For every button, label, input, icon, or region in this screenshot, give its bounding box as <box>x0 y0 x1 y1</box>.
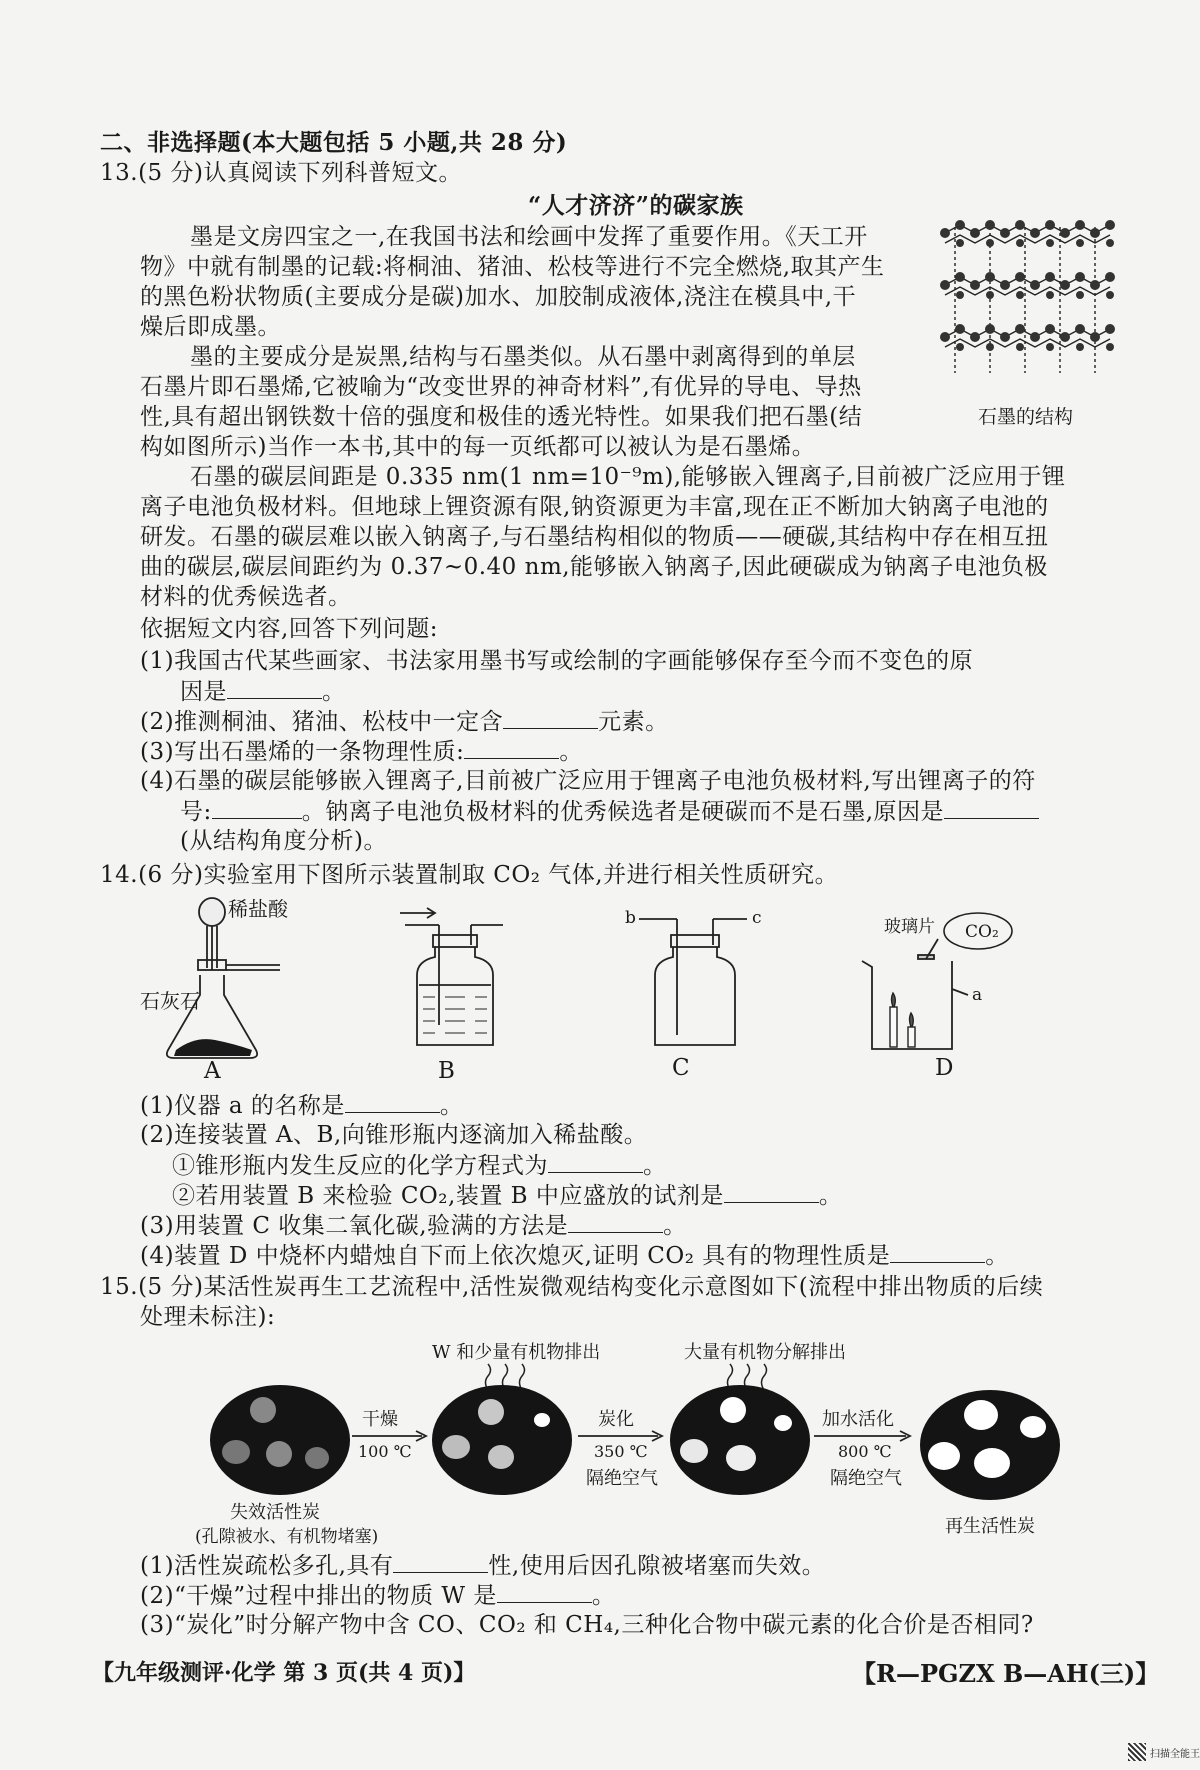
q13-p2-line3: 性,具有超出钢铁数十倍的强度和极佳的透光特性。如果我们把石墨(结 <box>140 404 863 430</box>
step3-temp: 800 ℃ <box>838 1442 892 1461</box>
q13-sub1-end: 。 <box>322 679 346 705</box>
q13-sub1-text: 因是 <box>180 679 227 705</box>
pore <box>726 1445 756 1471</box>
apparatus-b <box>395 905 515 1055</box>
regenerated-carbon-diagram <box>920 1390 1060 1500</box>
pore <box>488 1445 514 1469</box>
q13-p3-line3: 研发。石墨的碳层难以嵌入钠离子,与石墨结构相似的物质——硬碳,其结构中存在相互扭 <box>140 524 1049 550</box>
q14-sub2: (2)连接装置 A、B,向锥形瓶内逐滴加入稀盐酸。 <box>140 1122 648 1148</box>
q13-p3-line1: 石墨的碳层间距是 0.335 nm(1 nm=10⁻⁹m),能够嵌入锂离子,目前被广泛应用于锂 <box>190 464 1066 490</box>
pore <box>720 1397 746 1423</box>
q13-p3-line5: 材料的优秀候选者。 <box>140 584 352 610</box>
q13-p2-line2: 石墨片即石墨烯,它被喻为“改变世界的神奇材料”,有优异的导电、导热 <box>140 374 862 400</box>
pore <box>1020 1416 1046 1438</box>
label-c: c <box>752 908 762 928</box>
spent-carbon-diagram <box>210 1385 350 1495</box>
q13-p3-line2: 离子电池负极材料。但地球上锂资源有限,钠资源更为丰富,现在正不断加大钠离子电池的 <box>140 494 1049 520</box>
label-D: D <box>935 1055 954 1081</box>
q13-p3-line4: 曲的碳层,碳层间距约为 0.37~0.40 nm,能够嵌入钠离子,因此硬碳成为钠离子电池负极 <box>140 554 1048 580</box>
answer-blank[interactable] <box>345 1090 440 1113</box>
pore <box>534 1413 550 1427</box>
q13-sub4-line3: (从结构角度分析)。 <box>180 828 387 854</box>
q14-sub1 <box>140 1090 463 1121</box>
q15-sub2-end: 。 <box>591 1583 616 1609</box>
q14-sub2-2-text: ②若用装置 B 来检验 CO₂,装置 B 中应盛放的试剂是 <box>172 1183 724 1209</box>
carbonized-diagram <box>670 1385 810 1495</box>
q13-sub2-end: 元素。 <box>598 709 669 735</box>
q15-sub1-end: 性,使用后因孔隙被堵塞而失效。 <box>488 1553 826 1579</box>
q15-sub2 <box>140 1580 615 1611</box>
q13-sub1-line1: (1)我国古代某些画家、书法家用墨书写或绘制的字画能够保存至今而不变色的原 <box>140 648 974 674</box>
q15-sub1 <box>140 1550 825 1581</box>
answer-blank[interactable] <box>227 676 322 699</box>
spent-carbon-note: (孔隙被水、有机物堵塞) <box>195 1527 379 1547</box>
label-A: A <box>204 1058 221 1084</box>
pore <box>442 1435 470 1459</box>
q14-sub3-end: 。 <box>663 1213 687 1239</box>
label-C: C <box>672 1055 690 1081</box>
qr-code-icon <box>1128 1743 1146 1761</box>
arrow-2 <box>578 1430 666 1442</box>
arrow-3 <box>814 1430 914 1442</box>
q13-p2-line1: 墨的主要成分是炭黑,结构与石墨类似。从石墨中剥离得到的单层 <box>190 344 856 370</box>
step2-name: 炭化 <box>598 1409 634 1430</box>
q13-p1-line4: 燥后即成墨。 <box>140 314 281 340</box>
scanner-watermark: 扫描全能王 <box>1150 1749 1200 1760</box>
article-title: “人才济济”的碳家族 <box>528 192 744 219</box>
label-hcl: 稀盐酸 <box>228 897 288 921</box>
label-B: B <box>438 1058 455 1084</box>
step3-name: 加水活化 <box>822 1409 894 1430</box>
q13-sub4-text2: 。钠离子电池负极材料的优秀候选者是硬碳而不是石墨,原因是 <box>301 799 945 825</box>
q15-sub3: (3)“炭化”时分解产物中含 CO、CO₂ 和 CH₄,三种化合物中碳元素的化合价是否相同? <box>140 1612 1034 1638</box>
figure-caption: 石墨的结构 <box>978 406 1074 428</box>
pore <box>680 1439 708 1463</box>
q13-p1-line3: 的黑色粉状物质(主要成分是碳)加水、加胶制成液体,浇注在模具中,干 <box>140 284 857 310</box>
step2-temp: 350 ℃ <box>594 1442 648 1461</box>
flow-output-1: W 和少量有机物排出 <box>432 1342 601 1363</box>
step3-note: 隔绝空气 <box>830 1468 902 1489</box>
pore <box>974 1448 1010 1478</box>
answer-blank[interactable] <box>393 1550 488 1573</box>
answer-blank[interactable] <box>503 706 598 729</box>
q14-sub2-1-text: ①锥形瓶内发生反应的化学方程式为 <box>172 1153 548 1179</box>
section-title: 二、非选择题(本大题包括 5 小题,共 28 分) <box>100 129 568 156</box>
answer-blank[interactable] <box>212 796 302 819</box>
pore <box>478 1399 504 1425</box>
q14-sub3-text: (3)用装置 C 收集二氧化碳,验满的方法是 <box>140 1213 569 1239</box>
blocked-pore <box>222 1440 250 1464</box>
q14-sub1-text: (1)仪器 a 的名称是 <box>140 1093 345 1119</box>
q13-sub4-line2 <box>180 796 1039 827</box>
q13-sub3 <box>140 736 583 767</box>
label-co2: CO₂ <box>965 922 999 942</box>
q13-sub4-line1: (4)石墨的碳层能够嵌入锂离子,目前被广泛应用于锂离子电池负极材料,写出锂离子的符 <box>140 768 1036 794</box>
blocked-pore <box>266 1441 292 1467</box>
answer-blank[interactable] <box>724 1180 819 1203</box>
q13-intro: 依据短文内容,回答下列问题: <box>140 616 439 642</box>
q15-sub1-text: (1)活性炭疏松多孔,具有 <box>140 1553 394 1579</box>
q14-header: 14.(6 分)实验室用下图所示装置制取 CO₂ 气体,并进行相关性质研究。 <box>100 862 839 888</box>
q13-sub2 <box>140 706 669 737</box>
q15-sub2-text: (2)“干燥”过程中排出的物质 W 是 <box>140 1583 497 1609</box>
graphite-structure-figure <box>940 215 1120 395</box>
q14-sub4 <box>140 1240 1009 1271</box>
apparatus-c <box>635 905 755 1055</box>
q13-sub3-end: 。 <box>559 739 583 765</box>
answer-blank[interactable] <box>890 1240 985 1263</box>
q14-sub1-end: 。 <box>439 1093 464 1119</box>
q13-p1-line1: 墨是文房四宝之一,在我国书法和绘画中发挥了重要作用。《天工开 <box>190 224 868 250</box>
arrow-1 <box>352 1430 430 1442</box>
footer-right: 【R—PGZX B—AH(三)】 <box>852 1659 1160 1688</box>
q13-sub3-text: (3)写出石墨烯的一条物理性质: <box>140 739 465 765</box>
q14-sub4-text: (4)装置 D 中烧杯内蜡烛自下而上依次熄灭,证明 CO₂ 具有的物理性质是 <box>140 1243 891 1269</box>
regenerated-carbon-label: 再生活性炭 <box>945 1516 1035 1537</box>
pore <box>964 1400 998 1430</box>
blocked-pore <box>305 1447 329 1469</box>
q13-p2-line4: 构如图所示)当作一本书,其中的每一页纸都可以被认为是石墨烯。 <box>140 434 816 460</box>
q14-sub2-1-end: 。 <box>643 1153 667 1179</box>
q15-header-line1: 15.(5 分)某活性炭再生工艺流程中,活性炭微观结构变化示意图如下(流程中排出物质的后续 <box>100 1274 1044 1300</box>
q14-sub2-2 <box>172 1180 842 1211</box>
q13-header: 13.(5 分)认真阅读下列科普短文。 <box>100 160 462 186</box>
blocked-pore <box>250 1397 276 1423</box>
q14-sub2-1 <box>172 1150 667 1181</box>
label-b: b <box>625 908 636 928</box>
q14-sub4-end: 。 <box>985 1243 1009 1269</box>
q15-header-line2: 处理未标注): <box>140 1304 276 1330</box>
answer-blank[interactable] <box>944 796 1039 819</box>
label-glass: 玻璃片 <box>884 917 935 937</box>
spent-carbon-label: 失效活性炭 <box>230 1502 320 1523</box>
label-a: a <box>972 985 983 1005</box>
answer-blank[interactable] <box>548 1150 643 1173</box>
q13-sub1-line2 <box>180 676 346 707</box>
step1-temp: 100 ℃ <box>358 1442 412 1461</box>
flow-output-2: 大量有机物分解排出 <box>684 1342 846 1363</box>
footer-left: 【九年级测评·化学 第 3 页(共 4 页)】 <box>92 1660 476 1686</box>
step2-note: 隔绝空气 <box>586 1468 658 1489</box>
answer-blank[interactable] <box>464 736 559 759</box>
q14-sub2-2-end: 。 <box>818 1183 843 1209</box>
q13-sub2-text: (2)推测桐油、猪油、松枝中一定含 <box>140 709 504 735</box>
q14-sub3 <box>140 1210 687 1241</box>
q13-p1-line2: 物》中就有制墨的记载:将桐油、猪油、松枝等进行不完全燃烧,取其产生 <box>140 254 885 280</box>
label-limestone: 石灰石 <box>140 989 200 1013</box>
answer-blank[interactable] <box>568 1210 663 1233</box>
answer-blank[interactable] <box>497 1580 592 1603</box>
step1-name: 干燥 <box>362 1409 398 1430</box>
q13-sub4-text: 号: <box>180 799 212 825</box>
dried-carbon-diagram <box>432 1385 572 1495</box>
pore <box>774 1415 792 1431</box>
pore <box>928 1442 960 1470</box>
